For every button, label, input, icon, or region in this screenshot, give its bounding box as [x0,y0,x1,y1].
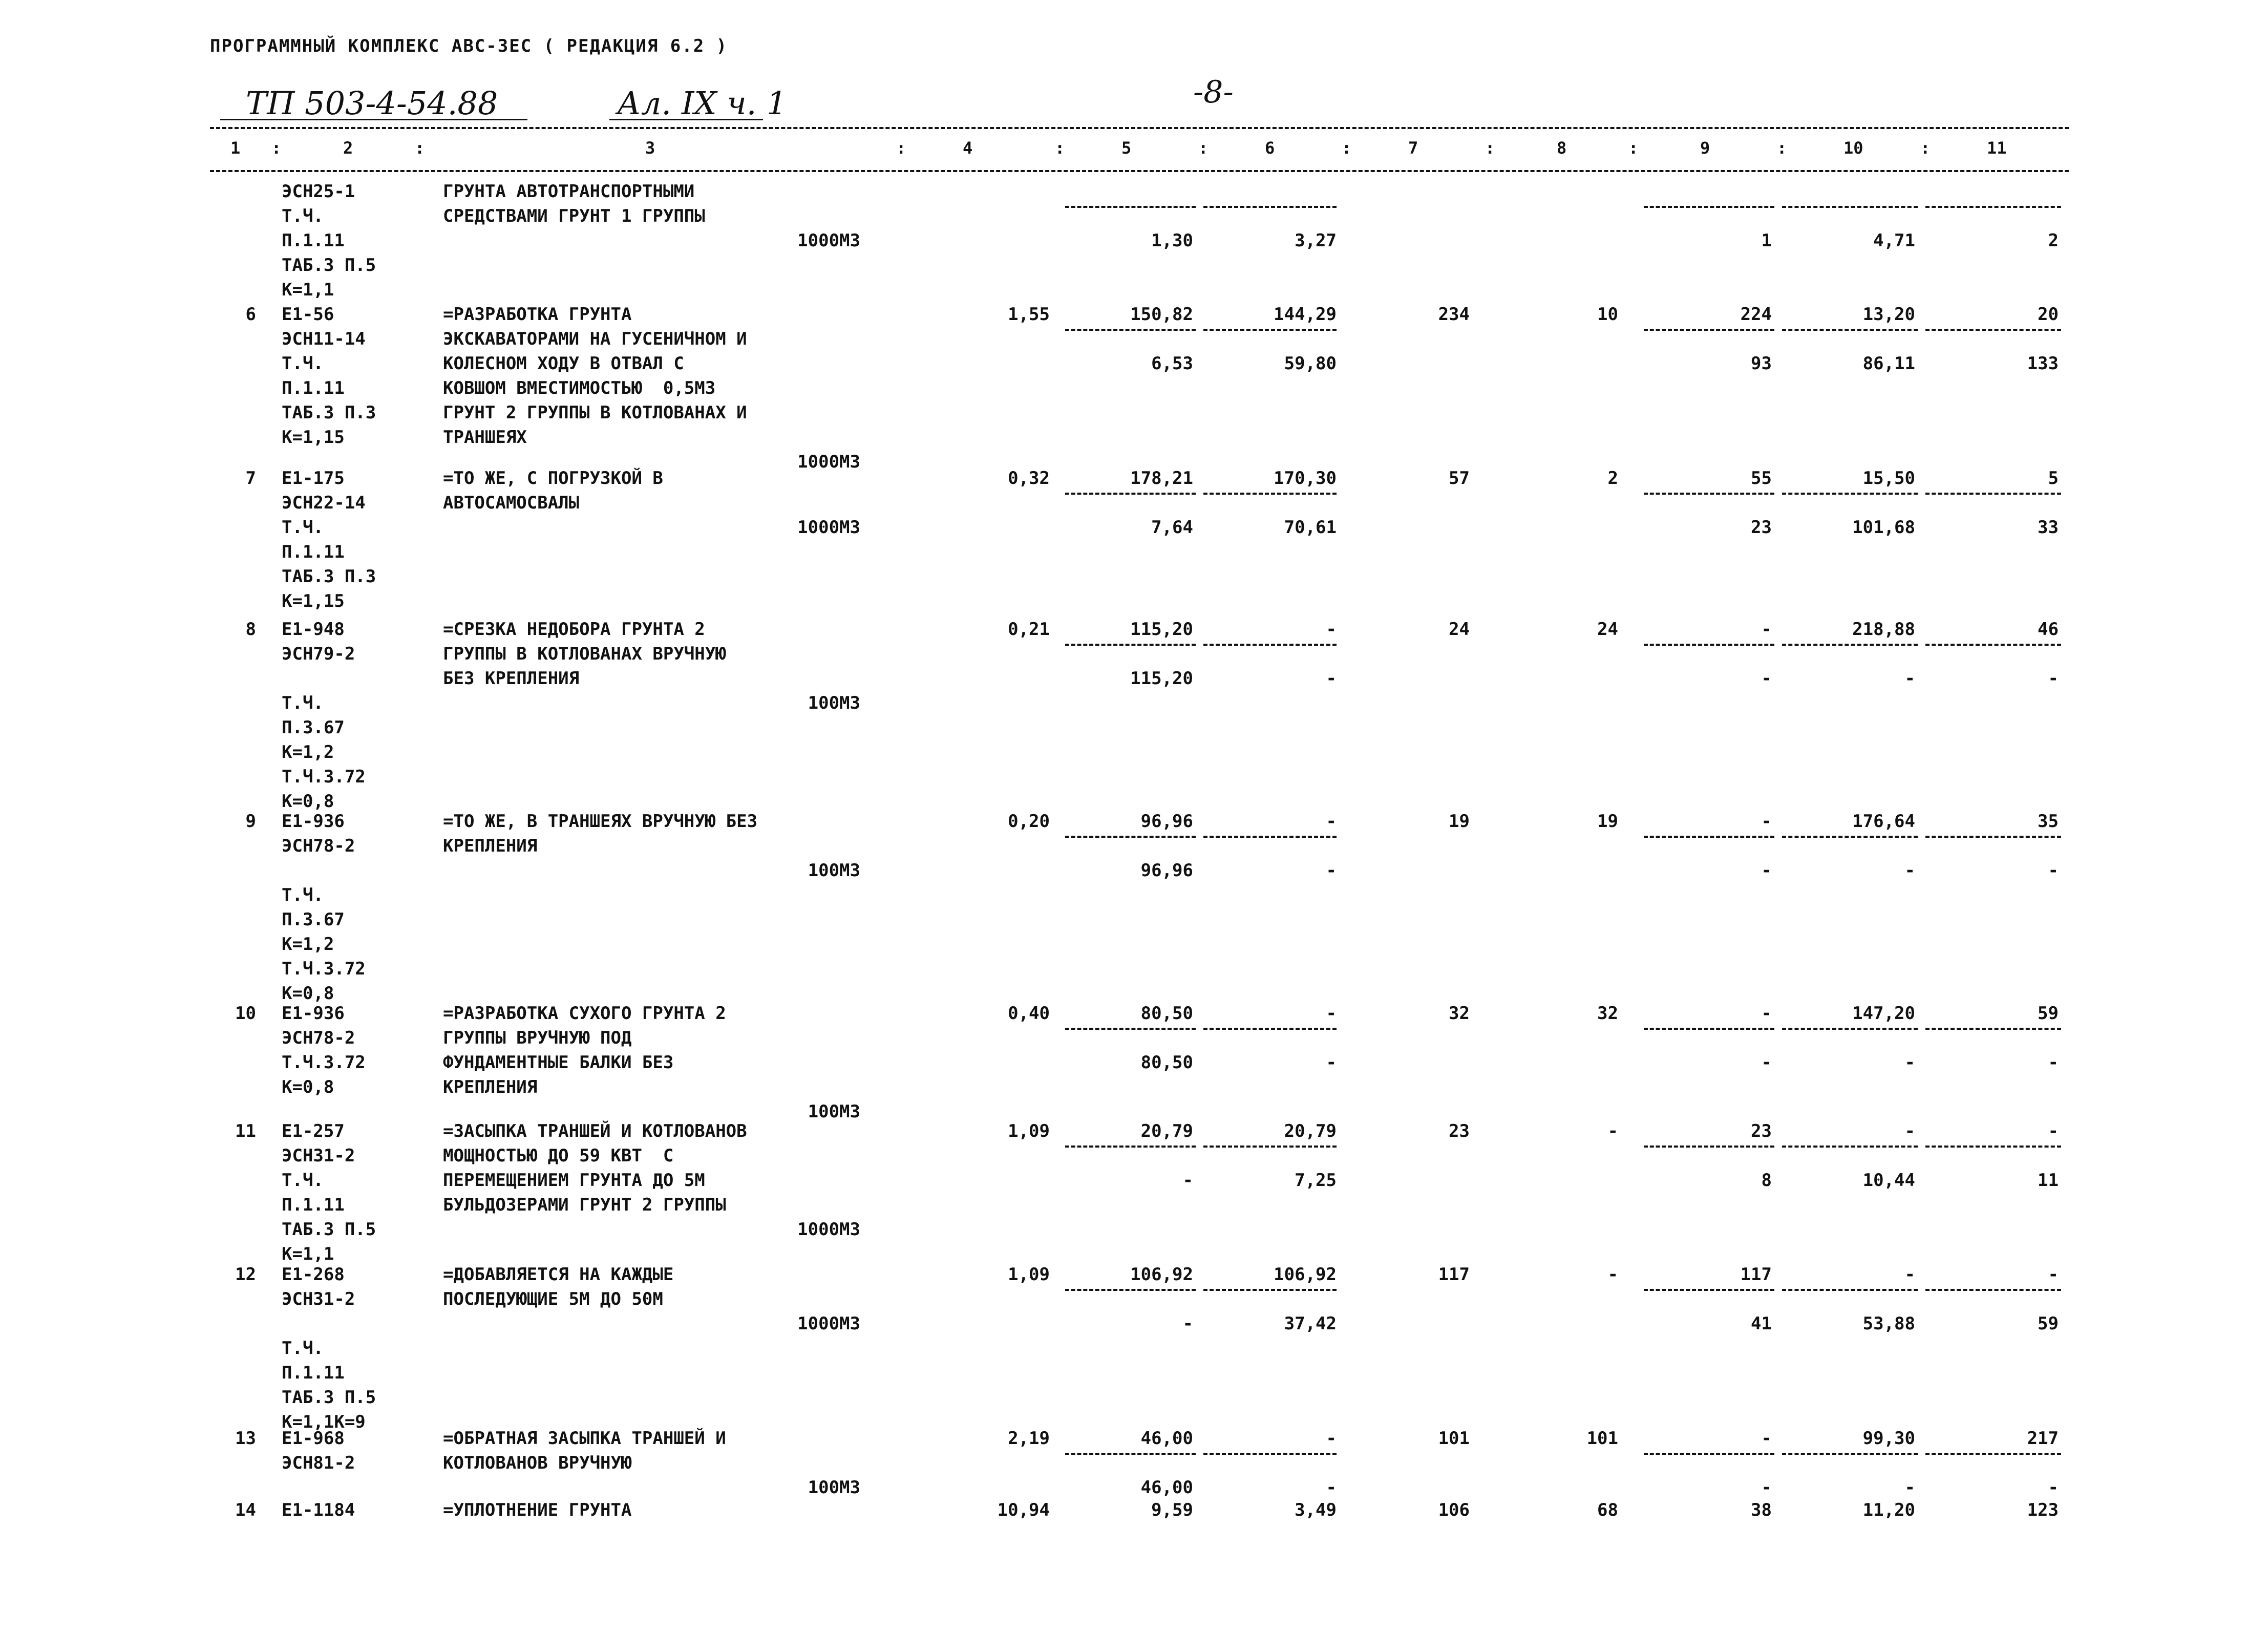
norm-code: П.1.11 [282,378,345,398]
work-description: ЭКСКАВАТОРАМИ НА ГУСЕНИЧНОМ И [443,329,747,349]
fraction-divider [1065,836,1196,838]
norm-code: К=0,8 [282,791,334,812]
cost-value: 176,64 [1852,811,1915,832]
row-number: 13 [235,1428,256,1449]
cost-value: 4,71 [1873,230,1915,251]
norm-code: Е1-56 [282,304,334,325]
norm-code: Т.Ч. [282,1338,324,1359]
norm-code: П.1.11 [282,230,345,251]
cost-value: - [1326,860,1337,881]
norm-code: П.1.11 [282,542,345,562]
fraction-divider [1925,644,2061,646]
fraction-divider [1644,493,1774,495]
norm-code: Е1-1184 [282,1500,355,1520]
project-code: ТП 503-4-54.88 [246,84,498,122]
cost-value: 106,92 [1130,1264,1193,1285]
norm-code: ЭСН11-14 [282,329,366,349]
cost-value: 86,11 [1862,353,1915,374]
quantity-value: 0,21 [1008,619,1050,640]
cost-value: 96,96 [1140,860,1193,881]
column-number: 11 [1987,138,2007,158]
cost-value: 10,44 [1862,1170,1915,1191]
fraction-divider [1203,329,1337,331]
fraction-divider [1065,644,1196,646]
cost-value: - [1904,1477,1915,1498]
cost-value: 33 [2038,517,2059,538]
norm-code: ЭСН25-1 [282,181,355,202]
row-number: 10 [235,1003,256,1024]
fraction-divider [1925,1289,2061,1291]
fraction-divider [1065,1289,1196,1291]
work-description: =ОБРАТНАЯ ЗАСЫПКА ТРАНШЕЙ И [443,1428,726,1449]
cost-value: 80,50 [1140,1003,1193,1024]
norm-code: Т.Ч. [282,885,324,905]
fraction-divider [1065,1453,1196,1455]
cost-value: 106 [1438,1500,1470,1520]
fraction-divider [1644,206,1774,208]
quantity-value: 0,20 [1008,811,1050,832]
cost-value: 147,20 [1852,1003,1915,1024]
column-number: 7 [1408,138,1418,158]
fraction-divider [1925,836,2061,838]
cost-value: - [2048,668,2059,689]
cost-value: 144,29 [1274,304,1337,325]
row-number: 7 [245,468,256,489]
work-description: ПЕРЕМЕЩЕНИЕМ ГРУНТА ДО 5М [443,1170,705,1191]
norm-code: П.3.67 [282,717,345,738]
cost-value: - [1326,619,1337,640]
cost-value: 59,80 [1284,353,1337,374]
fraction-divider [1203,1146,1337,1148]
page-number: -8- [1193,74,1234,110]
norm-code: К=1,2 [282,742,334,762]
cost-value: - [1761,1003,1772,1024]
cost-value: 23 [1751,1121,1772,1141]
cost-value: 117 [1438,1264,1470,1285]
cost-value: 13,20 [1862,304,1915,325]
cost-value: - [1761,1477,1772,1498]
norm-code: ЭСН79-2 [282,644,355,664]
fraction-divider [1782,329,1918,331]
norm-code: К=1,2 [282,934,334,955]
cost-value: 218,88 [1852,619,1915,640]
cost-value: 35 [2038,811,2059,832]
column-separator: : [415,138,425,158]
unit-of-measure: 100М3 [808,693,860,713]
norm-code: Т.Ч.3.72 [282,767,366,787]
work-description: ФУНДАМЕНТНЫЕ БАЛКИ БЕЗ [443,1052,674,1073]
work-description: КОЛЕСНОМ ХОДУ В ОТВАЛ С [443,353,684,374]
cost-value: 3,27 [1295,230,1337,251]
cost-value: 123 [2027,1500,2059,1520]
cost-value: 9,59 [1151,1500,1193,1520]
cost-value: - [1607,1121,1618,1141]
unit-of-measure: 1000М3 [797,452,860,472]
quantity-value: 0,40 [1008,1003,1050,1024]
cost-value: 1 [1761,230,1772,251]
cost-value: - [1904,1121,1915,1141]
column-separator: : [1485,138,1495,158]
cost-value: 70,61 [1284,517,1337,538]
row-number: 8 [245,619,256,640]
row-number: 11 [235,1121,256,1141]
cost-value: - [2048,1477,2059,1498]
norm-code: Т.Ч. [282,353,324,374]
column-separator: : [896,138,906,158]
cost-value: 46 [2038,619,2059,640]
fraction-divider [1203,836,1337,838]
work-description: АВТОСАМОСВАЛЫ [443,493,580,513]
column-number: 1 [230,138,241,158]
column-separator: : [1342,138,1352,158]
norm-code: К=1,15 [282,427,345,448]
work-description: БЕЗ КРЕПЛЕНИЯ [443,668,580,689]
work-description: =ДОБАВЛЯЕТСЯ НА КАЖДЫЕ [443,1264,674,1285]
fraction-divider [1065,493,1196,495]
column-separator: : [1777,138,1787,158]
fraction-divider [1925,1146,2061,1148]
cost-value: 24 [1597,619,1618,640]
norm-code: П.1.11 [282,1195,345,1215]
fraction-divider [1925,329,2061,331]
unit-of-measure: 100М3 [808,1477,860,1498]
unit-of-measure: 100М3 [808,1101,860,1122]
cost-value: 2 [1607,468,1618,489]
column-separator: : [1055,138,1065,158]
cost-value: - [1904,1052,1915,1073]
norm-code: Е1-968 [282,1428,345,1449]
norm-code: Т.Ч. [282,1170,324,1191]
cost-value: - [1761,811,1772,832]
cost-value: 1,30 [1151,230,1193,251]
column-number: 9 [1700,138,1710,158]
norm-code: Е1-268 [282,1264,345,1285]
fraction-divider [1925,493,2061,495]
quantity-value: 1,09 [1008,1264,1050,1285]
cost-value: - [1761,1428,1772,1449]
norm-code: Т.Ч.3.72 [282,1052,366,1073]
norm-code: К=0,8 [282,983,334,1004]
cost-value: 20,79 [1284,1121,1337,1141]
work-description: =ТО ЖЕ, С ПОГРУЗКОЙ В [443,468,663,489]
quantity-value: 0,32 [1008,468,1050,489]
cost-value: 96,96 [1140,811,1193,832]
cost-value: 23 [1449,1121,1470,1141]
cost-value: 101 [1438,1428,1470,1449]
fraction-divider [1644,644,1774,646]
norm-code: ЭСН31-2 [282,1289,355,1309]
cost-value: 41 [1751,1313,1772,1334]
cost-value: - [1326,668,1337,689]
cost-value: 20,79 [1140,1121,1193,1141]
cost-value: - [1326,1477,1337,1498]
fraction-divider [1644,836,1774,838]
cost-value: - [1182,1170,1193,1191]
norm-code: ЭСН78-2 [282,1028,355,1048]
work-description: КРЕПЛЕНИЯ [443,1077,538,1097]
fraction-divider [1065,1146,1196,1148]
cost-value: - [2048,1052,2059,1073]
norm-code: ТАБ.3 П.3 [282,566,376,587]
column-number: 10 [1843,138,1863,158]
cost-value: 10 [1597,304,1618,325]
cost-value: 99,30 [1862,1428,1915,1449]
cost-value: - [1761,668,1772,689]
work-description: КОВШОМ ВМЕСТИМОСТЬЮ 0,5М3 [443,378,716,398]
norm-code: П.1.11 [282,1363,345,1383]
row-number: 9 [245,811,256,832]
fraction-divider [1203,493,1337,495]
cost-value: 59 [2038,1003,2059,1024]
cost-value: 11,20 [1862,1500,1915,1520]
work-description: =ЗАСЫПКА ТРАНШЕЙ И КОТЛОВАНОВ [443,1121,747,1141]
cost-value: - [1904,860,1915,881]
unit-of-measure: 1000М3 [797,230,860,251]
work-description: ПОСЛЕДУЮЩИЕ 5М ДО 50М [443,1289,663,1309]
fraction-divider [1644,1028,1774,1030]
quantity-value: 2,19 [1008,1428,1050,1449]
work-description: ГРУППЫ ВРУЧНУЮ ПОД [443,1028,632,1048]
norm-code: К=0,8 [282,1077,334,1097]
norm-code: ТАБ.3 П.3 [282,402,376,423]
norm-code: ЭСН81-2 [282,1453,355,1473]
cost-value: 93 [1751,353,1772,374]
cost-value: - [1326,1052,1337,1073]
cost-value: 19 [1449,811,1470,832]
unit-of-measure: 1000М3 [797,1219,860,1240]
column-separator: : [271,138,282,158]
cost-value: - [1761,1052,1772,1073]
fraction-divider [1203,1028,1337,1030]
fraction-divider [1782,206,1918,208]
cost-value: 20 [2038,304,2059,325]
norm-code: К=1,1 [282,1244,334,1264]
norm-code: К=1,1 [282,280,334,300]
cost-value: - [1326,1428,1337,1449]
cost-value: - [1904,668,1915,689]
page-header: ПРОГРАММНЫЙ КОМПЛЕКС АВС-ЗЕС ( РЕДАКЦИЯ 6.2 ) [210,36,728,56]
work-description: ГРУНТ 2 ГРУППЫ В КОТЛОВАНАХ И [443,402,747,423]
norm-code: Т.Ч. [282,517,324,538]
row-number: 6 [245,304,256,325]
column-separator: : [1198,138,1209,158]
norm-code: Т.Ч. [282,206,324,226]
unit-of-measure: 1000М3 [797,1313,860,1334]
work-description: ТРАНШЕЯХ [443,427,527,448]
cost-value: - [2048,1264,2059,1285]
unit-of-measure: 1000М3 [797,517,860,538]
fraction-divider [1203,1289,1337,1291]
cost-value: - [1326,1003,1337,1024]
work-description: ГРУНТА АВТОТРАНСПОРТНЫМИ [443,181,695,202]
cost-value: 115,20 [1130,668,1193,689]
cost-value: 117 [1740,1264,1772,1285]
work-description: =УПЛОТНЕНИЕ ГРУНТА [443,1500,632,1520]
row-number: 12 [235,1264,256,1285]
quantity-value: 1,55 [1008,304,1050,325]
work-description: =РАЗРАБОТКА ГРУНТА [443,304,632,325]
norm-code: ЭСН78-2 [282,836,355,856]
norm-code: Т.Ч.3.72 [282,959,366,979]
work-description: СРЕДСТВАМИ ГРУНТ 1 ГРУППЫ [443,206,705,226]
cost-value: 8 [1761,1170,1772,1191]
work-description: =ТО ЖЕ, В ТРАНШЕЯХ ВРУЧНУЮ БЕЗ [443,811,758,832]
quantity-value: 10,94 [997,1500,1050,1520]
cost-value: 37,42 [1284,1313,1337,1334]
fraction-divider [1925,1028,2061,1030]
column-number: 8 [1557,138,1567,158]
cost-value: 234 [1438,304,1470,325]
norm-code: К=1,1К=9 [282,1412,366,1432]
cost-value: 24 [1449,619,1470,640]
cost-value: - [1761,619,1772,640]
fraction-divider [1203,206,1337,208]
cost-value: 38 [1751,1500,1772,1520]
cost-value: 115,20 [1130,619,1193,640]
cost-value: 2 [2048,230,2059,251]
norm-code: Е1-936 [282,811,345,832]
cost-value: 7,25 [1295,1170,1337,1191]
cost-value: 224 [1740,304,1772,325]
fraction-divider [1925,206,2061,208]
cost-value: 101 [1586,1428,1618,1449]
cost-value: 32 [1597,1003,1618,1024]
cost-value: - [1761,860,1772,881]
norm-code: ТАБ.3 П.5 [282,1219,376,1240]
norm-code: К=1,15 [282,591,345,611]
cost-value: 53,88 [1862,1313,1915,1334]
column-number: 3 [645,138,655,158]
cost-value: 133 [2027,353,2059,374]
work-description: КОТЛОВАНОВ ВРУЧНУЮ [443,1453,632,1473]
norm-code: ЭСН22-14 [282,493,366,513]
norm-code: Е1-257 [282,1121,345,1141]
cost-value: 19 [1597,811,1618,832]
quantity-value: 1,09 [1008,1121,1050,1141]
norm-code: Е1-948 [282,619,345,640]
album-ref: Ал. IX ч. 1 [617,84,787,122]
row-number: 14 [235,1500,256,1520]
norm-code: П.3.67 [282,909,345,930]
cost-value: - [1904,1264,1915,1285]
cost-value: - [2048,860,2059,881]
cost-value: 5 [2048,468,2059,489]
work-description: БУЛЬДОЗЕРАМИ ГРУНТ 2 ГРУППЫ [443,1195,726,1215]
fraction-divider [1782,836,1918,838]
work-description: =РАЗРАБОТКА СУХОГО ГРУНТА 2 [443,1003,726,1024]
column-number: 2 [343,138,353,158]
fraction-divider [1644,1453,1774,1455]
fraction-divider [1644,1146,1774,1148]
fraction-divider [1782,644,1918,646]
norm-code: ТАБ.3 П.5 [282,1387,376,1408]
cost-value: 150,82 [1130,304,1193,325]
cost-value: - [1182,1313,1193,1334]
fraction-divider [1065,1028,1196,1030]
fraction-divider [1782,1028,1918,1030]
cost-value: 217 [2027,1428,2059,1449]
column-separator: : [1628,138,1639,158]
fraction-divider [1065,329,1196,331]
norm-code: ТАБ.3 П.5 [282,255,376,275]
work-description: КРЕПЛЕНИЯ [443,836,538,856]
column-number: 6 [1265,138,1275,158]
fraction-divider [1925,1453,2061,1455]
fraction-divider [1782,493,1918,495]
cost-value: 101,68 [1852,517,1915,538]
cost-value: - [2048,1121,2059,1141]
cost-value: - [1326,811,1337,832]
fraction-divider [1644,329,1774,331]
cost-value: 15,50 [1862,468,1915,489]
cost-value: 23 [1751,517,1772,538]
cost-value: 6,53 [1151,353,1193,374]
unit-of-measure: 100М3 [808,860,860,881]
work-description: =СРЕЗКА НЕДОБОРА ГРУНТА 2 [443,619,705,640]
cost-value: 32 [1449,1003,1470,1024]
norm-code: Т.Ч. [282,693,324,713]
work-description: МОЩНОСТЬЮ ДО 59 КВТ С [443,1146,674,1166]
fraction-divider [1782,1453,1918,1455]
cost-value: 80,50 [1140,1052,1193,1073]
norm-code: Е1-175 [282,468,345,489]
fraction-divider [1644,1289,1774,1291]
column-number: 5 [1121,138,1132,158]
column-number: 4 [963,138,973,158]
cost-value: 11 [2038,1170,2059,1191]
cost-value: 178,21 [1130,468,1193,489]
work-description: ГРУППЫ В КОТЛОВАНАХ ВРУЧНУЮ [443,644,726,664]
cost-value: 7,64 [1151,517,1193,538]
cost-value: 3,49 [1295,1500,1337,1520]
cost-value: 46,00 [1140,1477,1193,1498]
fraction-divider [1782,1289,1918,1291]
cost-value: - [1607,1264,1618,1285]
cost-value: 59 [2038,1313,2059,1334]
cost-value: 55 [1751,468,1772,489]
fraction-divider [1782,1146,1918,1148]
cost-value: 170,30 [1274,468,1337,489]
fraction-divider [1065,206,1196,208]
cost-value: 68 [1597,1500,1618,1520]
cost-value: 106,92 [1274,1264,1337,1285]
norm-code: Е1-936 [282,1003,345,1024]
cost-value: 57 [1449,468,1470,489]
column-separator: : [1920,138,1931,158]
cost-value: 46,00 [1140,1428,1193,1449]
fraction-divider [1203,1453,1337,1455]
norm-code: ЭСН31-2 [282,1146,355,1166]
fraction-divider [1203,644,1337,646]
